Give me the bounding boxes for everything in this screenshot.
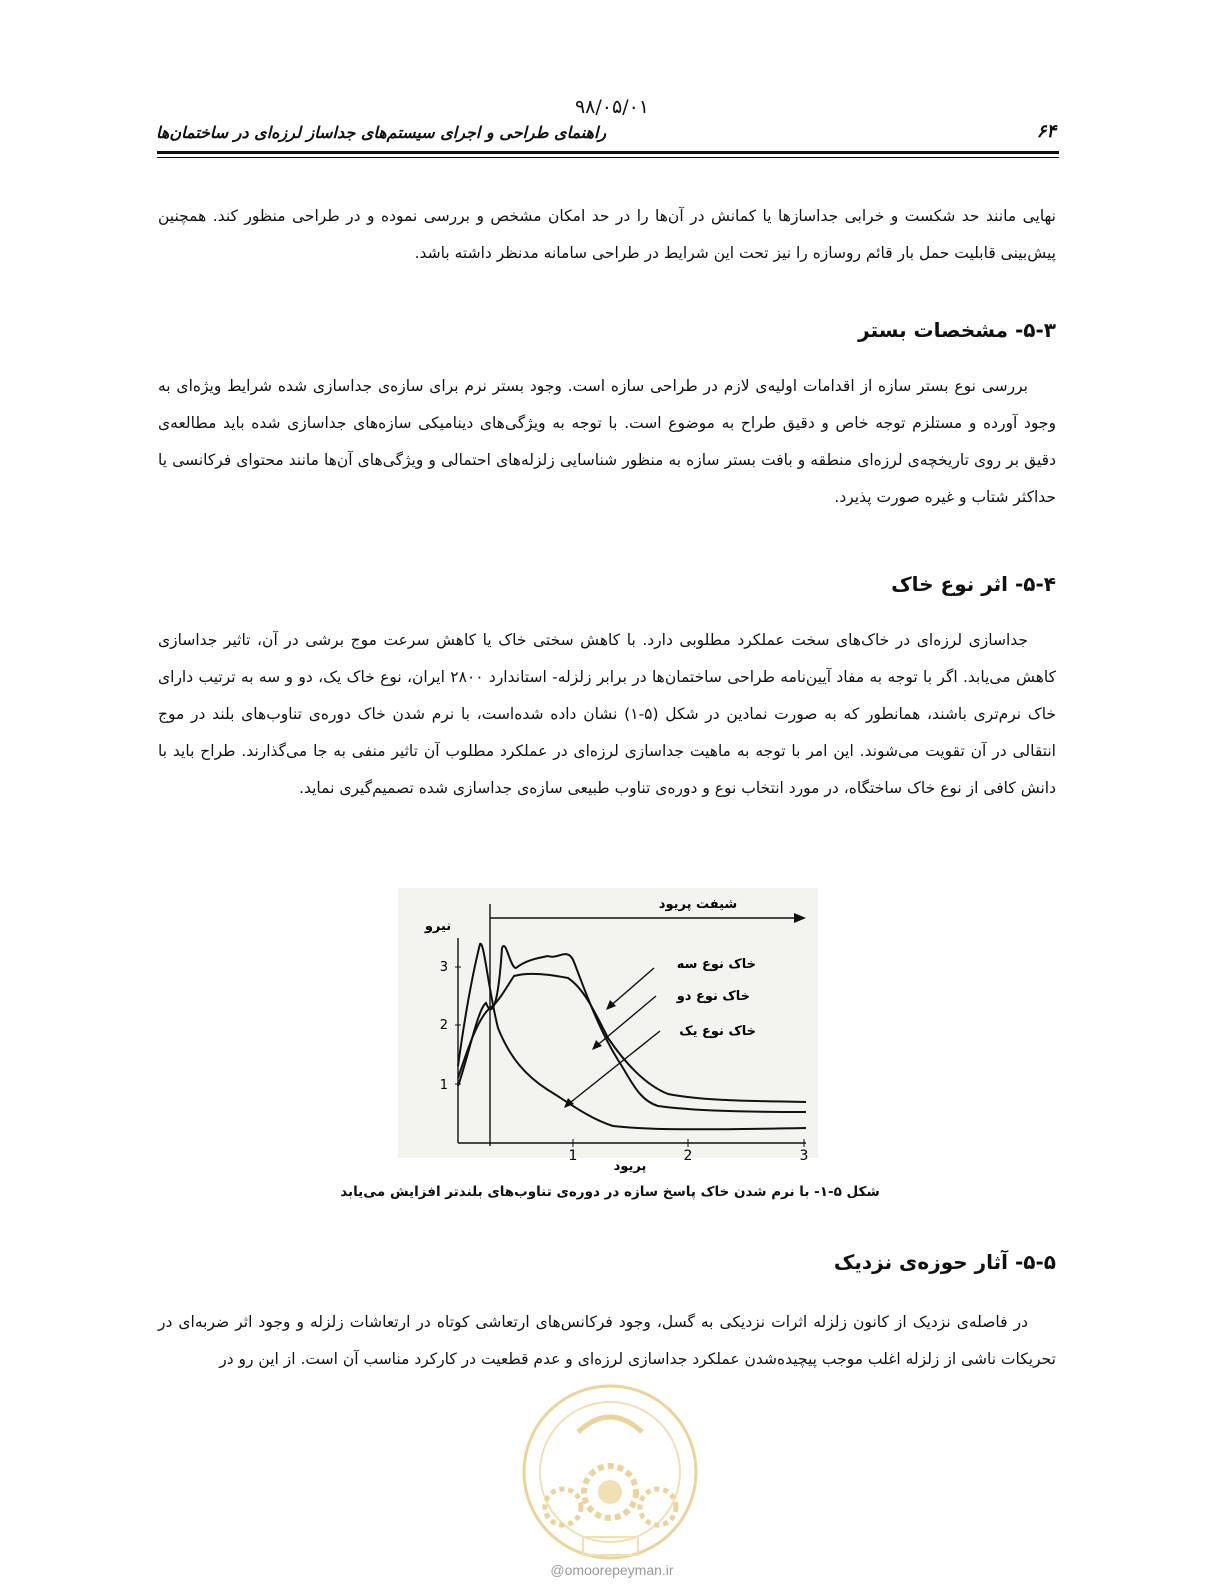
shift-label: شیفت پریود bbox=[658, 897, 738, 912]
watermark-outer-ring bbox=[524, 1386, 696, 1558]
label-soil-type-three: خاک نوع سه bbox=[676, 957, 756, 972]
watermark-url: @omoorepeyman.ir bbox=[550, 1562, 674, 1578]
response-spectrum-chart bbox=[398, 888, 818, 1178]
section-body-5-3: بررسی نوع بستر سازه از اقدامات اولیه‌ی لازم در طراحی سازه است. وجود بستر نرم برای سازه‌ی جداسازی شده شرایط ویژه‌ای به وجود آورده و مستلزم توجه خاص و دقیق طراح به موضوع است. با توجه به ویژگی‌های دینامیکی سازه‌های جداسازی شده باید مطالعه‌ی دقیق بر روی تاریخچه‌ی لرزه‌ای منطقه و بافت بستر سازه به منظور شناسایی زلزله‌های احتمالی و ویژگی‌های آن‌ها مانند محتوای فرکانسی یا حداکثر شتاب و غیره صورت پذیرد. bbox=[158, 377, 1056, 506]
person-icon bbox=[598, 1480, 622, 1504]
intro-paragraph: نهایی مانند حد شکست و خرابی جداسازها یا کمانش در آن‌ها را در حد امکان مشخص و بررسی نموده و در طراحی منظور کند. همچنین پیش‌بینی قابلیت حمل بار قائم روسازه را نیز تحت این شرایط در طراحی سامانه مدنظر داشته باشد. bbox=[158, 207, 1056, 262]
section-heading-5-4: ۵-۴- اثر نوع خاک bbox=[891, 572, 1056, 596]
y-axis-label: نیرو bbox=[424, 919, 452, 934]
x-tick-2: 2 bbox=[683, 1148, 693, 1164]
header-date: ۹۸/۰۵/۰۱ bbox=[574, 96, 650, 118]
section-body-5-5: در فاصله‌ی نزدیک از کانون زلزله اثرات نزدیکی به گسل، وجود فرکانس‌های ارتعاشی کوتاه در ارتعاشات زلزله و وجود اثر ضربه‌ای در تحریکات ناشی از زلزله اغلب موجب پیچیده‌شدن عملکرد جداسازی لرزه‌ای و عدم قطعیت در کارکرد مناسب آن است. از این رو در bbox=[158, 1313, 1056, 1368]
x-tick-3: 3 bbox=[799, 1148, 809, 1164]
watermark-calligraphy-mark bbox=[578, 1417, 642, 1432]
running-header-title-text: راهنمای طراحی و اجرای سیستم‌های جداساز لرزه‌ای در ساختمان‌ها bbox=[156, 123, 607, 142]
figure-5-1 bbox=[398, 888, 818, 1178]
watermark-logo bbox=[508, 1372, 713, 1572]
y-tick-3: 3 bbox=[439, 960, 448, 975]
header-rule-thin bbox=[157, 157, 1059, 158]
label-soil-type-one: خاک نوع یک bbox=[679, 1024, 756, 1039]
running-header-title bbox=[156, 123, 756, 142]
section-heading-5-3: ۵-۳- مشخصات بستر bbox=[858, 318, 1056, 342]
header-rule-thick bbox=[157, 151, 1059, 154]
figure-caption: شکل ۵-۱- با نرم شدن خاک پاسخ سازه در دوره‌ی تناوب‌های بلندتر افزایش می‌یابد bbox=[340, 1184, 880, 1200]
y-tick-1: 1 bbox=[439, 1078, 448, 1093]
figure-background bbox=[398, 888, 818, 1158]
page-number: ۶۴ bbox=[1036, 121, 1056, 142]
section-body-5-4: جداسازی لرزه‌ای در خاک‌های سخت عملکرد مطلوبی دارد. با کاهش سختی خاک یا کاهش سرعت موج برشی در آن، تاثیر جداسازی کاهش می‌یابد. اگر با توجه به مفاد آیین‌نامه طراحی ساختمان‌ها در برابر زلزله- استاندارد ۲۸۰۰ ایران، نوع خاک یک، دو و سه به ترتیب دارای خاک نرم‌تری باشند، همانطور که به صورت نمادین در شکل (۵-۱) نشان داده شده‌است، با نرم شدن خاک دوره‌ی تناوب‌های بلند در موج انتقالی در آن تقویت می‌شوند. این امر با توجه به ماهیت جداسازی لرزه‌ای در عملکرد مطلوب آن تاثیر منفی به جا می‌گذارند. طراح باید با دانش کافی از نوع خاک ساختگاه، در مورد انتخاب نوع و دوره‌ی تناوب طبیعی سازه‌ی جداسازی شده تصمیم‌گیری نماید. bbox=[158, 631, 1057, 797]
watermark-emblem bbox=[508, 1372, 713, 1572]
label-soil-type-two: خاک نوع دو bbox=[676, 989, 750, 1004]
x-axis-label: پریود bbox=[613, 1159, 647, 1174]
x-tick-1: 1 bbox=[568, 1148, 578, 1164]
y-tick-2: 2 bbox=[439, 1018, 448, 1033]
section-heading-5-5: ۵-۵- آثار حوزه‌ی نزدیک bbox=[833, 1250, 1056, 1274]
